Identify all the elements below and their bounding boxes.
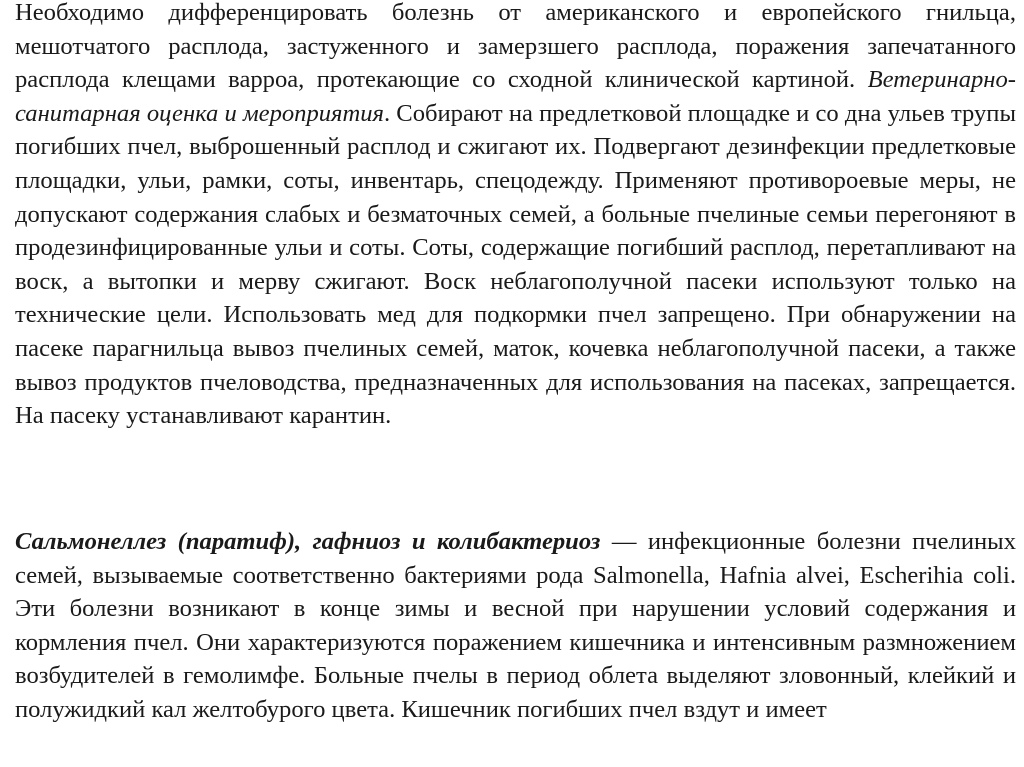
paragraph-1-text-end: . Собирают на предлетковой площадке и со дна ульев трупы погибших пчел, выброшенный расплод и сжигают их. Подвергают дезинфекции предлетковые площадки, ульи, рамки, соты, инвентарь, спецодежду. Применяют противороевые меры, не допускают содержания слабых и безматочных семей, а больные пчелиные семьи перегоняют в продезинфицированные ульи и соты. Соты, содержащие погибший расплод, перетапливают на воск, а вытопки и мерву сжигают. Воск неблагополучной пасеки используют только на технические цели. Использовать мед для подкормки пчел запрещено. При обнаружении на пасеке парагнильца вывоз пчелиных семей, маток, кочевка неблагополучной пасеки, а также вывоз продуктов пчеловодства, предназначенных для использования на пасеках, запрещается. На пасеку устанавливают карантин. — [15, 99, 1016, 430]
section-heading-salmonellosis: Сальмонеллез (паратиф), гафниоз и колибактериоз — [15, 528, 601, 555]
paragraph-differential-diagnosis — [15, 0, 1016, 433]
paragraph-2-text: — инфекционные болезни пчелиных семей, вызываемые соответственно бактериями рода Salmonella, Hafnia alvei, Escherihia coli. Эти болезни возникают в конце зимы и весной при нарушении условий содержания и кормления пчел. Они характеризуются поражением кишечника и интенсивным размножением возбудителей в гемолимфе. Больные пчелы в период облета выделяют зловонный, клейкий и полужидкий кал желтобурого цвета. Кишечник погибших пчел вздут и имеет — [15, 528, 1016, 723]
paragraph-salmonellosis — [15, 525, 1016, 727]
section-heading-veterinary-assessment: Ветеринарно-санитарная оценка и мероприятия — [15, 66, 1016, 127]
paragraph-1-text-start: Необходимо дифференцировать болезнь от американского и европейского гнильца, мешотчатого расплода, застуженного и замерзшего расплода, поражения запечатанного расплода клещами варроа, протекающие со сходной клинической картиной. — [15, 0, 1016, 94]
